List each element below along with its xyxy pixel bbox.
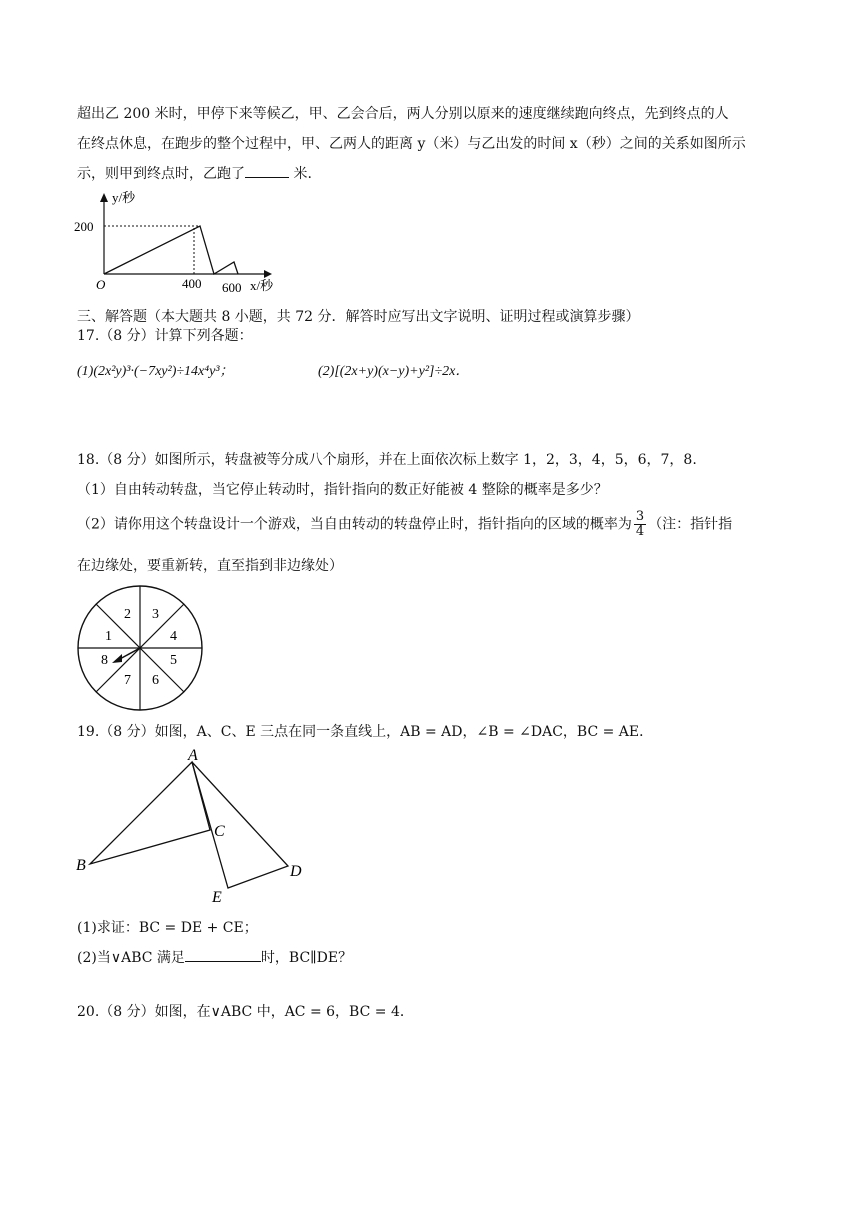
triangle-figure [72, 748, 322, 908]
p16-line-2: 在终点休息，在跑步的整个过程中，甲、乙两人的距离 y（米）与乙出发的时间 x（秒）之间的关系如图所示 [77, 136, 746, 152]
q19-part2-text: (2)当∨ABC 满足 [77, 950, 185, 966]
wheel-number-6: 6 [152, 673, 159, 688]
x-tick-600: 600 [222, 280, 242, 295]
pointer-arrow [112, 654, 122, 663]
q18-part2-text: （2）请你用这个转盘设计一个游戏，当自由转动的转盘停止时，指针指向的区域的概率为 [77, 516, 632, 533]
wheel-number-5: 5 [170, 653, 177, 668]
q19-part2-end: 时，BC∥DE？ [260, 950, 353, 966]
q18-part2-note: （注：指针指 [648, 516, 733, 533]
p16-line-3-end: 米. [293, 166, 312, 182]
distance-time-graph [72, 190, 292, 300]
point-c-label: C [214, 823, 225, 840]
origin-label: O [96, 277, 106, 292]
x-axis-arrow [264, 270, 272, 278]
section-3-heading: 三、解答题（本大题共 8 小题，共 72 分．解答时应写出文字说明、证明过程或演算步骤） [77, 309, 640, 325]
y-axis-arrow [100, 193, 108, 202]
q18-part1: （1）自由转动转盘，当它停止转动时，指针指向的数正好能被 4 整除的概率是多少？ [77, 482, 608, 498]
answer-blank-16[interactable] [245, 177, 289, 178]
wheel-number-2: 2 [124, 607, 131, 622]
triangle-ade [192, 762, 288, 888]
q20-title: 20.（8 分）如图，在∨ABC 中，AC = 6，BC = 4． [77, 1004, 414, 1020]
fraction-numerator: 3 [635, 509, 645, 524]
wheel-number-4: 4 [170, 629, 177, 644]
x-axis-label: x/秒 [250, 278, 274, 293]
q19-part1: (1)求证：BC = DE + CE； [77, 920, 258, 936]
q19-title: 19.（8 分）如图，A、C、E 三点在同一条直线上，AB = AD，∠B = ∠DAC，BC = AE． [77, 724, 654, 740]
q18-part2-continued: 在边缘处，要重新转，直至指到非边缘处） [77, 558, 343, 574]
q17-title: 17.（8 分）计算下列各题： [77, 328, 253, 344]
point-b-label: B [76, 857, 86, 874]
q17-part1: (1)(2x²y)³·(−7xy²)÷14x⁴y³； [77, 364, 234, 379]
distance-line [104, 226, 238, 274]
answer-blank-19[interactable] [185, 961, 261, 962]
probability-fraction [634, 510, 646, 539]
y-tick-200: 200 [74, 219, 94, 234]
p16-line-3-text: 示，则甲到终点时，乙跑了 [77, 166, 245, 182]
wheel-number-8: 8 [101, 653, 108, 668]
q17-part2: (2)[(2x+y)(x−y)+y²]÷2x． [318, 364, 470, 379]
q19-part2-line [77, 948, 352, 968]
q18-title: 18.（8 分）如图所示，转盘被等分成八个扇形，并在上面依次标上数字 1，2，3，4，5，6，7，8. [77, 452, 697, 468]
point-a-label: A [188, 748, 198, 764]
wheel-number-3: 3 [152, 607, 159, 622]
spinner-wheel [72, 584, 212, 716]
point-d-label: D [290, 863, 302, 880]
q18-part2-line [77, 510, 732, 539]
y-axis-label: y/秒 [112, 190, 136, 205]
wheel-number-1: 1 [105, 629, 112, 644]
point-e-label: E [212, 889, 222, 906]
fraction-denominator: 4 [635, 524, 645, 539]
p16-line-3 [77, 164, 312, 184]
p16-line-1: 超出乙 200 米时，甲停下来等候乙，甲、乙会合后，两人分别以原来的速度继续跑向终点，先到终点的人 [77, 106, 729, 122]
x-tick-400: 400 [182, 276, 202, 291]
triangle-abc [90, 762, 210, 864]
wheel-number-7: 7 [124, 673, 131, 688]
